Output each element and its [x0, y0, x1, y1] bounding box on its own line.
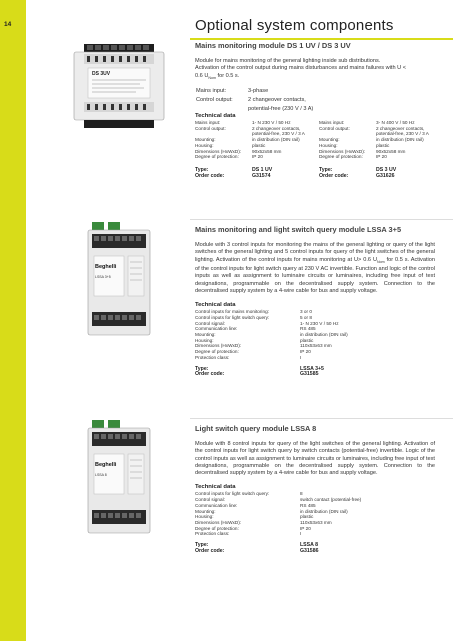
description-text: Module with 3 control inputs for monitoring the mains of the general lighting or query of the light switches of the general lighting and 5 control inputs for query of the light switches of the general lighting. Activation of the control inputs for mains monitoring at U> 0.6 U — [195, 242, 435, 263]
spec-label: Protection class: — [195, 354, 230, 360]
lssa35-brand-logo: Beghelli — [95, 264, 117, 270]
spec-value: IP 20 — [252, 154, 263, 160]
order-code-label: Order code: — [195, 172, 225, 179]
section-divider — [190, 418, 453, 419]
spec-value: 5 or 8 — [300, 314, 312, 320]
type-value: LSSA 8 — [300, 542, 318, 549]
spec-value: in distribution (DIN rail) — [300, 508, 348, 514]
spec-label: Mains input: — [319, 120, 345, 125]
spec-label: Communication line: — [195, 326, 238, 332]
spec-value: 3 or 0 — [300, 309, 312, 315]
technical-data-heading: Technical data — [195, 113, 236, 119]
section-description: Module with 8 control inputs for query of the light switches of the general lighting. Activation of the control inputs for light switch query by switch contacts (potential-free) invertible. Logic of the control inputs as well as assignment to luminaire circuits or luminaires, including free input of text designations, programmable on the decentralised supply system. Connection to the decentralised supply system by a 4-wire cable for bus and supply voltage. — [195, 441, 435, 477]
description-text: for 0.5 s. Activation of the control inputs for light switch query at 230 V AC invertible. Function and logic of the control inputs as well as assignment to luminaire circuits or luminaires, including free input of text designations, programmable on the decentralised supply system. Connection to the decentralised supply system by a 4-wire cable for bus and supply voltage. — [195, 256, 435, 294]
type-value: LSSA 3+5 — [300, 365, 324, 372]
page-number: 14 — [4, 21, 12, 28]
spec-label: Control output: — [319, 125, 350, 131]
ds-module-image — [70, 44, 168, 128]
section-description — [195, 58, 435, 82]
spec-label: Mains input: — [196, 88, 227, 94]
spec-label: Degree of protection: — [319, 154, 363, 160]
order-code-value: G31574 — [252, 172, 271, 179]
type-value: DS 1 UV — [252, 166, 273, 173]
description-line: Activation of the control output during mains disturbances and mains failures with U < — [195, 65, 406, 72]
section-title: Mains monitoring and light switch query module LSSA 3+5 — [195, 225, 402, 234]
spec-value: switch contact (potential-free) — [300, 497, 362, 503]
specs-table-lssa8 — [195, 491, 410, 554]
spec-label: Degree of protection: — [195, 154, 239, 160]
spec-value: in distribution (DIN rail) — [300, 332, 348, 337]
spec-label: Dimensions (HxWxD): — [195, 520, 242, 525]
spec-value: potential-free (230 V / 3 A) — [248, 106, 314, 112]
title-rule — [190, 38, 453, 40]
section-ds-module — [195, 41, 435, 179]
description-line: Module for mains monitoring of the general lighting inside sub distributions. — [195, 58, 381, 64]
spec-label: Dimensions (HxWxD): — [195, 148, 242, 154]
spec-value: I — [300, 531, 302, 537]
spec-value: 3- N 400 V / 50 Hz — [376, 120, 415, 125]
spec-value: 8 — [300, 491, 303, 497]
spec-value: plastic — [300, 514, 314, 520]
ds-inputs-table — [195, 87, 314, 114]
spec-value: 1- N 230 V / 50 Hz — [252, 120, 291, 125]
page-title: Optional system components — [195, 17, 394, 34]
spec-value: RS 485 — [300, 502, 316, 508]
section-description — [195, 242, 435, 295]
spec-value: RS 485 — [300, 326, 316, 332]
type-label: Type: — [319, 166, 333, 173]
spec-value: 110x53x63 mm — [300, 520, 332, 525]
page-header — [195, 17, 394, 34]
spec-value: IP 20 — [300, 525, 311, 531]
spec-label: Control signal: — [195, 497, 225, 503]
spec-label: Degree of protection: — [195, 525, 239, 531]
order-code-value: G31585 — [300, 371, 319, 378]
spec-value: 90x52x58 mm — [376, 148, 406, 154]
spec-label: Control output: — [195, 125, 226, 131]
spec-value: in distribution (DIN rail) — [252, 137, 300, 143]
spec-label: Mounting: — [195, 137, 216, 143]
spec-label: Control output: — [196, 97, 233, 103]
spec-label: Mounting: — [195, 508, 216, 514]
spec-label: Communication line: — [195, 502, 238, 508]
section-title: Light switch query module LSSA 8 — [195, 424, 317, 433]
specs-table-ds3 — [319, 120, 435, 179]
technical-data-heading: Technical data — [195, 302, 236, 309]
subscript: Nom — [208, 75, 216, 80]
section-title: Mains monitoring module DS 1 UV / DS 3 UV — [195, 41, 351, 50]
specs-table-ds1 — [195, 120, 317, 179]
spec-value: IP 20 — [300, 349, 311, 355]
accent-side-bar — [0, 0, 26, 641]
lssa35-module-label: LSSA 3+5 — [95, 275, 111, 279]
type-label: Type: — [195, 542, 209, 549]
section-divider — [190, 219, 453, 220]
spec-label: Degree of protection: — [195, 349, 239, 355]
spec-label: Dimensions (HxWxD): — [195, 343, 242, 349]
lssa8-brand-logo: Beghelli — [95, 462, 117, 468]
spec-value: 90x52x58 mm — [252, 148, 282, 154]
spec-label: Mounting: — [319, 137, 340, 143]
type-label: Type: — [195, 365, 209, 372]
spec-value: 2 changeover contacts, — [376, 125, 425, 131]
subscript: Nom — [377, 259, 385, 264]
spec-value: plastic — [376, 142, 390, 148]
spec-value: in distribution (DIN rail) — [376, 137, 424, 143]
section-lssa-8 — [195, 424, 435, 555]
technical-data-heading: Technical data — [195, 484, 236, 491]
spec-label: Control inputs for light switch query: — [195, 314, 270, 320]
description-line: 0.6 U — [195, 72, 209, 79]
spec-value: IP 20 — [376, 154, 387, 160]
lssa35-module-image — [86, 222, 156, 337]
spec-value: potential-free, 230 V / 3 A — [376, 131, 429, 137]
spec-label: Housing: — [195, 337, 214, 343]
spec-label: Housing: — [195, 142, 214, 148]
spec-value: plastic — [300, 337, 314, 343]
order-code-value: G31626 — [376, 172, 395, 179]
type-label: Type: — [195, 166, 209, 173]
spec-value: potential-free, 230 V / 3 A — [252, 131, 305, 137]
spec-label: Protection class: — [195, 531, 230, 537]
spec-label: Dimensions (HxWxD): — [319, 148, 366, 154]
spec-value: plastic — [252, 142, 266, 148]
spec-label: Control signal: — [195, 320, 225, 326]
order-code-label: Order code: — [195, 547, 225, 554]
type-value: DS 3 UV — [376, 166, 397, 173]
spec-value: 1- N 230 V / 50 Hz — [300, 320, 339, 326]
section-lssa-3-5 — [195, 225, 435, 378]
spec-value: 2 changeover contacts, — [248, 97, 306, 103]
ds-module-label: DS 3UV — [92, 71, 111, 77]
order-code-label: Order code: — [319, 172, 349, 179]
spec-label: Housing: — [319, 142, 338, 148]
specs-table-lssa35 — [195, 309, 395, 378]
spec-label: Control inputs for light switch query: — [195, 491, 270, 497]
order-code-value: G31586 — [300, 547, 319, 554]
spec-label: Mains input: — [195, 120, 221, 125]
spec-label: Mounting: — [195, 332, 216, 337]
description-line: for 0.5 s. — [215, 72, 240, 79]
order-code-label: Order code: — [195, 371, 225, 378]
lssa8-module-label: LSSA 8 — [95, 473, 107, 477]
spec-value: 3-phase — [248, 88, 269, 94]
spec-label: Control inputs for mains monitoring: — [195, 309, 269, 315]
spec-value: I — [300, 354, 302, 360]
technical-data-columns — [195, 120, 435, 179]
spec-value: 110x53x63 mm — [300, 343, 332, 349]
spec-value: 2 changeover contacts, — [252, 125, 301, 131]
spec-label: Housing: — [195, 514, 214, 520]
lssa8-module-image — [86, 420, 156, 535]
